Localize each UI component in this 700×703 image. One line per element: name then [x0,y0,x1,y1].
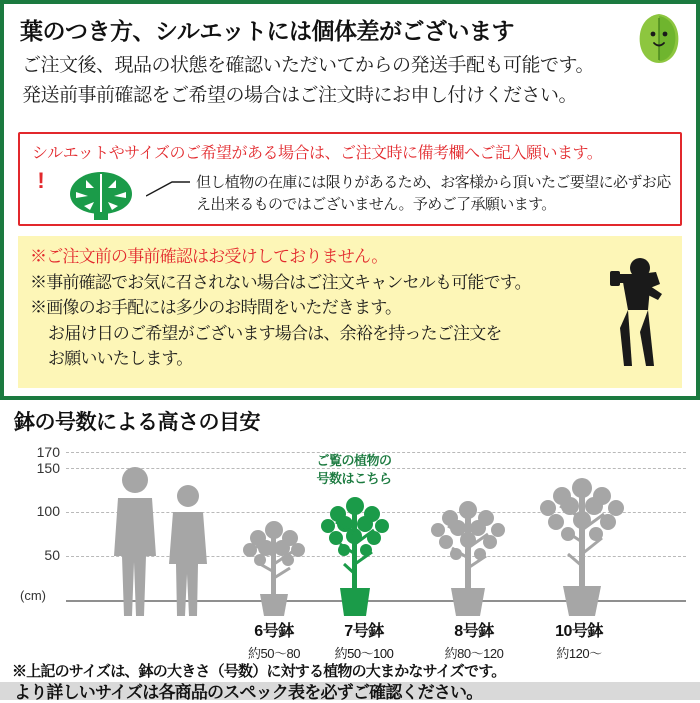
leaf-character-icon [636,12,682,64]
pot-name-8: 8号鉢 [454,623,494,640]
ytick-150: 150 [36,460,60,476]
pot-label-7 [304,618,424,662]
chart-callout [300,452,408,487]
ytick-50: 50 [44,547,60,563]
request-note-detail: 但し植物の在庫には限りがあるため、お客様から頂いたご要望に必ずお応え出来るものではございません。予めご了承願います。 [196,174,671,213]
pot-range-10: 約120〜 [556,646,602,661]
pot-range-8: 約80〜120 [444,646,504,661]
chart-title: 鉢の号数による高さの目安 [14,411,260,434]
plant-figure-8 [424,498,512,616]
pot-size-labels [14,618,686,660]
yellow-line-2: ※事前確認でお気に召されない場合はご注文キャンセルも可能です。 [30,272,531,292]
request-note-box [18,132,682,226]
size-footnote: ※上記のサイズは、鉢の大きさ（号数）に対する植物の大まかなサイズです。 [12,663,506,680]
footer-message: より詳しいサイズは各商品のスペック表を必ずご確認ください。 [14,683,483,702]
pot-range-7: 約50〜100 [334,646,394,661]
ytick-100: 100 [36,503,60,519]
pot-name-7: 7号鉢 [344,623,384,640]
yellow-notice-box [18,236,682,388]
pot-name-6: 6号鉢 [254,623,294,640]
pot-label-8 [414,618,534,662]
height-chart [14,436,686,616]
notice-line-1: ご注文後、現品の状態を確認いただいてからの発送手配も可能です。 [22,55,594,77]
callout-line-1: ご覧の植物の [316,453,392,468]
page-title: 葉のつき方、シルエットには個体差がございます [20,18,514,44]
pot-name-10: 10号鉢 [555,623,603,640]
notice-line-2: 発送前事前確認をご希望の場合はご注文時にお申し付けください。 [22,84,578,106]
plant-figure-10 [534,476,630,616]
unit-label: (cm) [20,588,46,603]
person-short-figure [166,484,210,616]
monstera-plant-icon [56,164,146,222]
pointer-line-icon [146,178,190,198]
person-tall-figure [110,466,160,616]
request-note-title: シルエットやサイズのご希望がある場合は、ご注文時に備考欄へご記入願います。 [32,145,603,162]
plant-figure-6 [234,516,314,616]
yellow-line-1: ※ご注文前の事前確認はお受けしておりません。 [30,247,388,266]
exclamation-icon: ! [37,168,45,193]
photographer-person-icon [598,254,672,366]
ytick-170: 170 [36,444,60,460]
pot-range-6: 約50〜80 [248,646,300,661]
callout-line-2: 号数はこちら [316,470,392,486]
yellow-line-4: お届け日のご希望がございます場合は、余裕を持ったご注文を [48,323,502,343]
plant-figure-7-highlight [314,494,396,616]
yellow-line-5: お願いいたします。 [48,349,193,368]
pot-label-10 [519,618,639,662]
yellow-line-3: ※画像のお手配には多少のお時間をいただきます。 [30,298,402,317]
